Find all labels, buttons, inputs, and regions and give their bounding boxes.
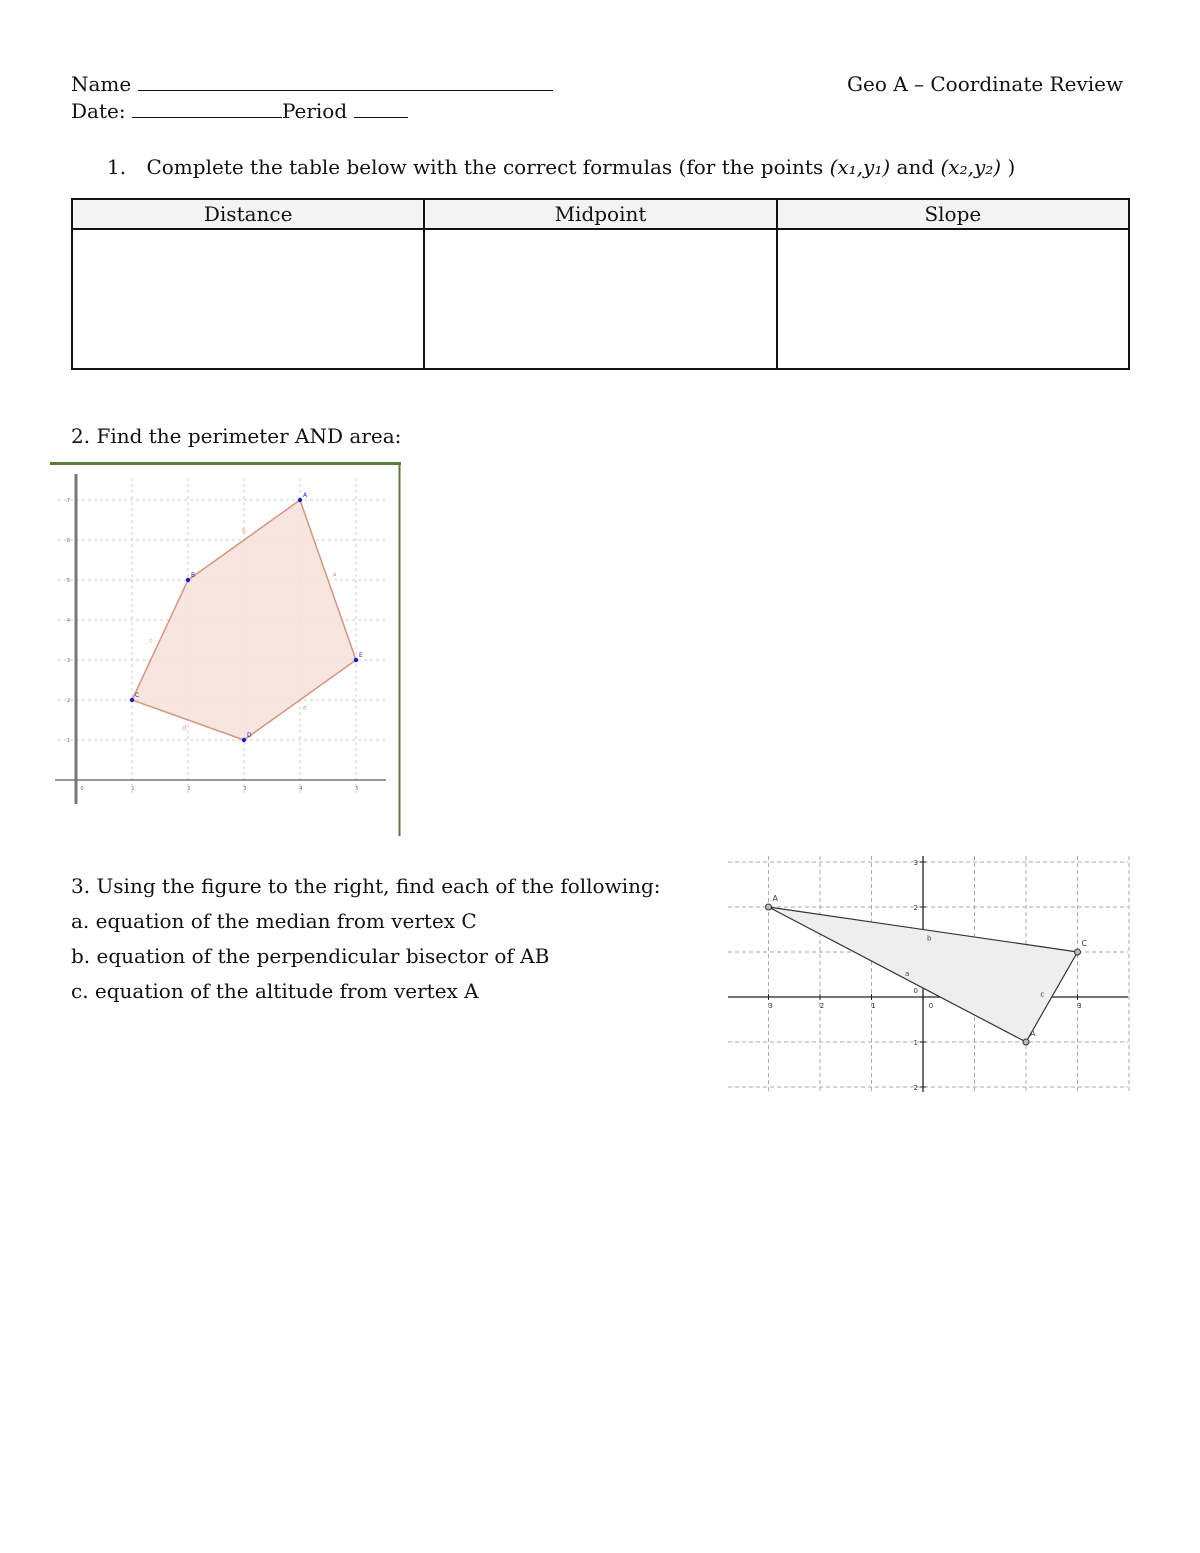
side-label-e: e — [302, 704, 307, 712]
vertex-point-A — [766, 904, 772, 910]
question-1-text: Complete the table below with the correct formulas (for the points — [146, 155, 824, 179]
vertex-label-A: A — [303, 492, 308, 499]
y-tick-label: 3 — [913, 859, 918, 867]
name-blank[interactable] — [138, 76, 553, 91]
x-tick-label: 0 — [80, 786, 84, 792]
y-tick-label: 2 — [913, 1084, 918, 1092]
question-1 — [107, 155, 1015, 179]
column-header-midpoint: Midpoint — [424, 199, 776, 229]
slope-answer-cell[interactable] — [777, 229, 1129, 369]
vertex-point-E — [354, 658, 358, 662]
vertex-point-C — [130, 698, 134, 702]
y-tick-label: 2 — [66, 698, 70, 704]
side-label-a: a — [332, 570, 337, 578]
name-field[interactable] — [71, 72, 553, 96]
distance-answer-cell[interactable] — [72, 229, 424, 369]
side-label-b: b — [927, 934, 932, 943]
vertex-label-E: E — [359, 652, 363, 659]
x-tick-label: 2 — [819, 1002, 825, 1010]
side-label-d: d — [182, 725, 187, 733]
x-tick-label: 4 — [299, 786, 303, 792]
period-blank[interactable] — [354, 103, 408, 118]
column-header-distance: Distance — [72, 199, 424, 229]
pentagon-figure — [50, 462, 402, 836]
question-3-item-c: c. equation of the altitude from vertex A — [71, 979, 479, 1003]
side-label-b: b — [242, 528, 246, 535]
y-tick-label: 0 — [913, 987, 918, 995]
date-period-field[interactable] — [71, 99, 408, 123]
name-label: Name — [71, 72, 132, 96]
vertex-label-C: C — [1081, 939, 1088, 948]
date-label: Date: — [71, 99, 126, 123]
vertex-label-B: B — [191, 572, 196, 579]
vertex-label-C: C — [135, 692, 140, 699]
x-tick-label: 3 — [1077, 1002, 1082, 1010]
side-label-c: c — [1040, 990, 1045, 999]
question-2-text: 2. Find the perimeter AND area: — [71, 424, 402, 448]
vertex-label-A: A — [772, 894, 778, 903]
x-tick-label: 3 — [243, 786, 247, 792]
point-2: (x₂,y₂) — [940, 155, 1002, 179]
date-blank[interactable] — [132, 103, 282, 118]
close-paren: ) — [1007, 155, 1016, 179]
y-tick-label: 2 — [913, 904, 918, 912]
point-1: (x₁,y₁) — [829, 155, 891, 179]
x-tick-label: 5 — [355, 786, 359, 792]
vertex-point-B — [186, 578, 190, 582]
y-tick-label: 3 — [66, 658, 70, 664]
vertex-point-D — [242, 738, 246, 742]
vertex-point-A — [298, 498, 302, 502]
side-label-a: a — [905, 970, 910, 979]
question-3-intro: 3. Using the figure to the right, find each of the following: — [71, 874, 661, 898]
triangle-figure — [728, 852, 1130, 1096]
question-1-number: 1. — [107, 155, 127, 179]
x-tick-label: 0 — [928, 1002, 934, 1010]
period-label: Period — [281, 99, 348, 123]
x-tick-label: 1 — [131, 786, 135, 792]
pentagon-shape — [132, 500, 356, 740]
y-tick-label: 4 — [66, 618, 70, 624]
x-tick-label: 3 — [768, 1002, 773, 1010]
x-tick-label: 1 — [871, 1002, 876, 1010]
x-tick-label: 2 — [187, 786, 191, 792]
column-header-slope: Slope — [777, 199, 1129, 229]
y-tick-label: 1 — [913, 1039, 918, 1047]
vertex-point-A — [1023, 1039, 1029, 1045]
y-tick-label: 1 — [66, 738, 70, 744]
midpoint-answer-cell[interactable] — [424, 229, 776, 369]
y-tick-label: 5 — [66, 578, 70, 584]
question-3 — [71, 869, 661, 1009]
y-tick-label: 7 — [66, 498, 70, 504]
side-label-c: c — [149, 637, 153, 645]
question-3-item-a: a. equation of the median from vertex C — [71, 909, 477, 933]
vertex-label-A: A — [1030, 1029, 1036, 1038]
vertex-label-D: D — [247, 732, 252, 739]
formula-table — [71, 198, 1130, 370]
y-tick-label: 6 — [66, 538, 70, 544]
vertex-point-C — [1075, 949, 1081, 955]
and-text: and — [896, 155, 935, 179]
question-3-item-b: b. equation of the perpendicular bisector of AB — [71, 944, 550, 968]
worksheet-title: Geo A – Coordinate Review — [847, 72, 1124, 96]
